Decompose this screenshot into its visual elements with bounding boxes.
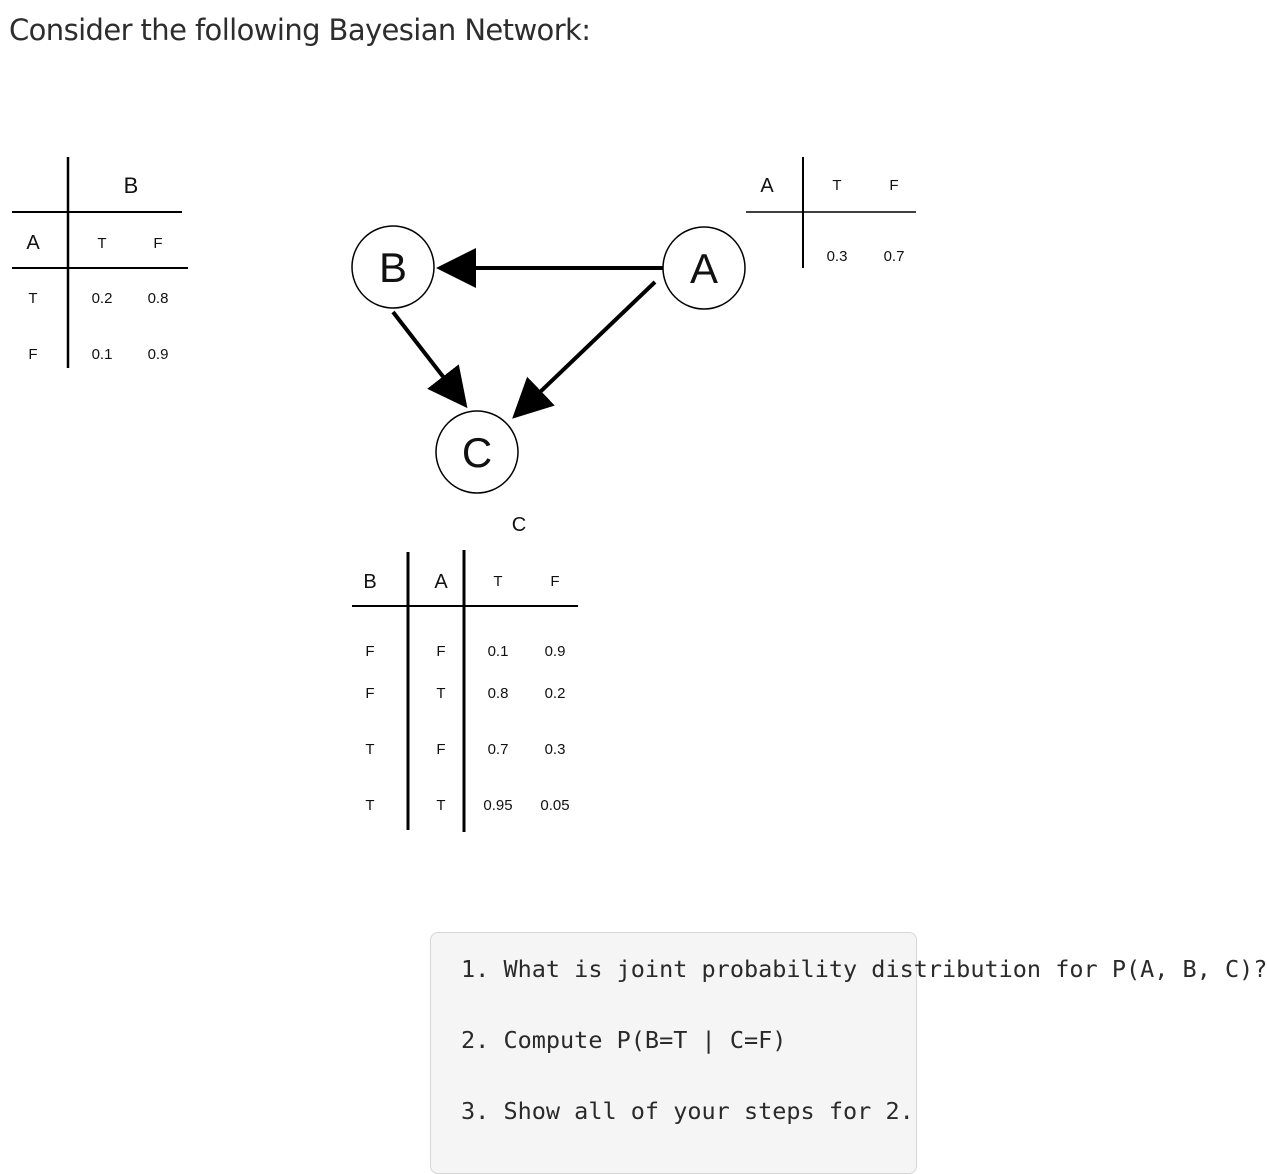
node-b <box>352 226 434 308</box>
cpt-c-col-true: T <box>493 573 503 590</box>
cpt-c-row4-f: 0.05 <box>540 797 570 814</box>
node-c <box>436 411 518 493</box>
cpt-table-b <box>12 157 188 368</box>
questions-box <box>430 932 1267 1174</box>
cpt-b-row2-f: 0.9 <box>147 346 169 363</box>
cpt-c-row1-f: 0.9 <box>544 643 566 660</box>
cpt-b-col-false: F <box>153 235 163 252</box>
cpt-a-p-true: 0.3 <box>826 248 848 265</box>
cpt-b-row2-a: F <box>28 346 38 363</box>
cpt-c-row2-a: T <box>436 685 446 702</box>
cpt-c-col-false: F <box>550 573 560 590</box>
cpt-c-row1-t: 0.1 <box>487 643 509 660</box>
cpt-c-row4-t: 0.95 <box>483 797 513 814</box>
cpt-c-row3-t: 0.7 <box>487 741 509 758</box>
cpt-b-parent-label: A <box>26 232 40 254</box>
cpt-a-col-true: T <box>832 177 842 194</box>
network-graph <box>352 226 745 493</box>
node-c-label: C <box>461 429 493 476</box>
question-3: 3. Show all of your steps for 2. <box>461 1097 914 1125</box>
question-1: 1. What is joint probability distribution for P(A, B, C)? <box>461 955 1267 983</box>
cpt-a-var-label: A <box>760 175 774 197</box>
cpt-c-child-label: C <box>511 514 527 536</box>
edge-a-to-c <box>515 282 655 416</box>
cpt-c-row3-b: T <box>365 741 375 758</box>
page-title: Consider the following Bayesian Network: <box>9 13 591 47</box>
cpt-a-p-false: 0.7 <box>883 248 905 265</box>
cpt-c-row2-b: F <box>365 685 375 702</box>
cpt-b-col-true: T <box>97 235 107 252</box>
cpt-a-col-false: F <box>889 177 899 194</box>
cpt-c-parent-b-label: B <box>363 571 377 593</box>
cpt-table-a <box>746 157 916 268</box>
cpt-c-row1-b: F <box>365 643 375 660</box>
cpt-c-row3-f: 0.3 <box>544 741 566 758</box>
cpt-b-row1-f: 0.8 <box>147 290 169 307</box>
cpt-c-parent-a-label: A <box>434 571 448 593</box>
question-2: 2. Compute P(B=T | C=F) <box>461 1026 787 1054</box>
cpt-b-row1-t: 0.2 <box>91 290 113 307</box>
cpt-c-row4-b: T <box>365 797 375 814</box>
cpt-c-row4-a: T <box>436 797 446 814</box>
cpt-c-row3-a: F <box>436 741 446 758</box>
node-a-label: A <box>689 245 719 292</box>
node-b-label: B <box>378 244 408 291</box>
edge-b-to-c <box>393 312 465 405</box>
cpt-c-row2-f: 0.2 <box>544 685 566 702</box>
cpt-b-row2-t: 0.1 <box>91 346 113 363</box>
cpt-table-c <box>352 514 578 832</box>
cpt-c-row1-a: F <box>436 643 446 660</box>
cpt-b-child-label: B <box>123 173 139 198</box>
cpt-c-row2-t: 0.8 <box>487 685 509 702</box>
node-a <box>663 227 745 309</box>
cpt-b-row1-a: T <box>28 290 38 307</box>
